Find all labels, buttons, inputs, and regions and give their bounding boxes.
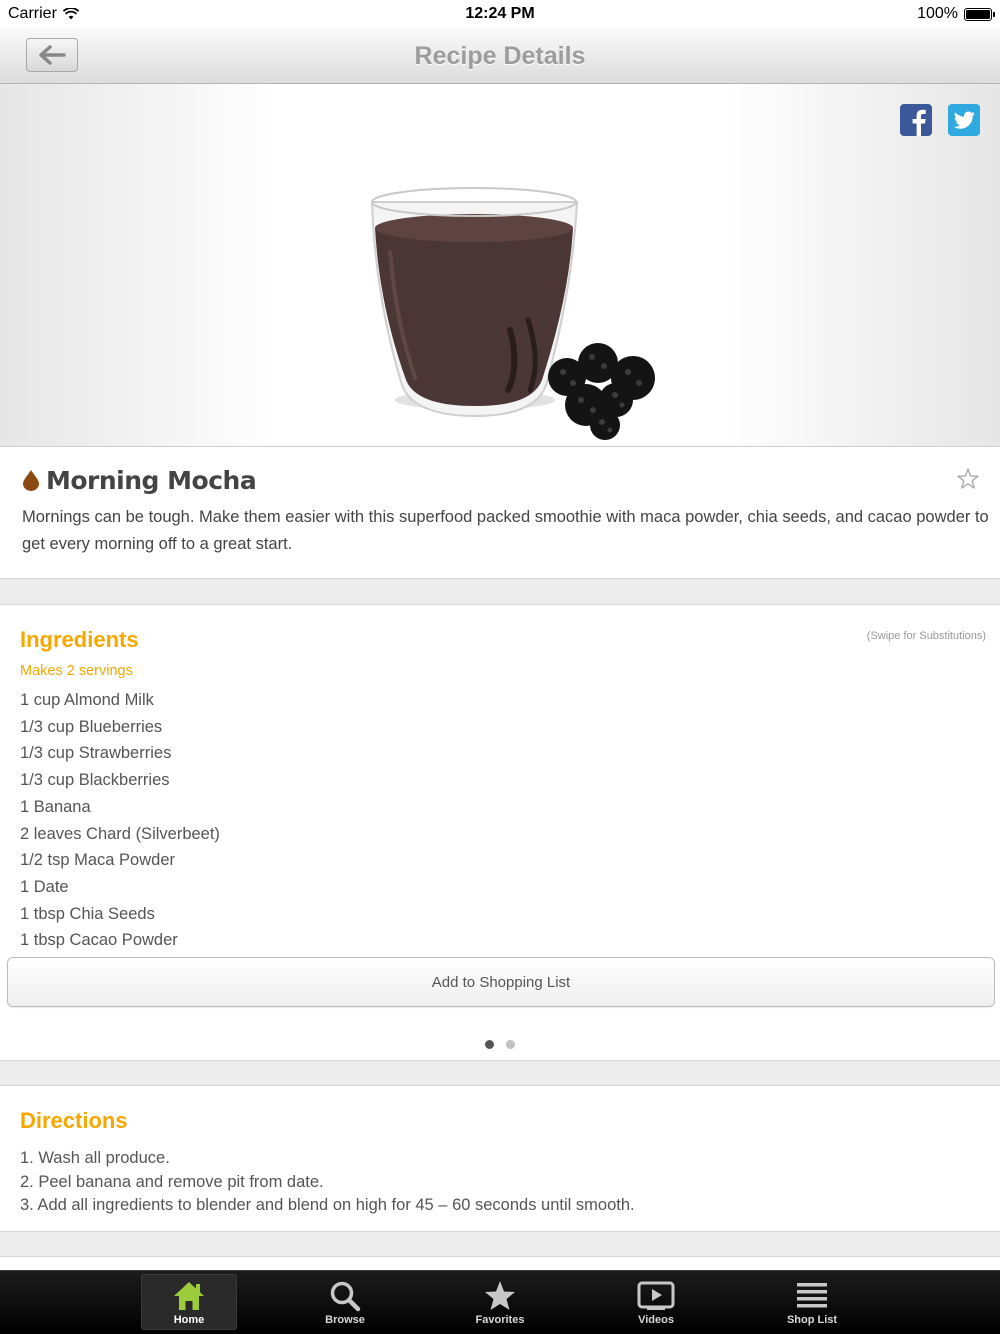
swipe-hint: (Swipe for Substitutions) xyxy=(866,630,986,642)
directions-heading: Directions xyxy=(20,1108,128,1133)
page-title: Recipe Details xyxy=(414,42,586,70)
carrier-label: Carrier xyxy=(8,5,57,22)
tab-shop-list[interactable] xyxy=(764,1274,860,1330)
ingredient-item: 1 tbsp Cacao Powder xyxy=(20,931,178,950)
ingredient-item: 1/3 cup Blueberries xyxy=(20,717,163,736)
direction-list xyxy=(20,1147,635,1218)
ingredient-item: 1 Date xyxy=(20,877,69,896)
battery-indicator xyxy=(917,5,992,23)
tab-home-label: Home xyxy=(173,1314,205,1326)
battery-percent: 100% xyxy=(917,5,958,22)
recipe-description: Mornings can be tough. Make them easier with this superfood packed smoothie with maca powder, chia seeds, and cacao powder to get every morning off to a great start. xyxy=(22,508,989,553)
tab-shop-list-label: Shop List xyxy=(786,1314,838,1326)
tab-bar xyxy=(0,1270,1000,1334)
direction-step: 3. Add all ingredients to blender and blend on high for 45 – 60 seconds until smooth. xyxy=(20,1196,635,1214)
page-indicator[interactable] xyxy=(0,1040,1000,1049)
tab-videos[interactable] xyxy=(608,1274,704,1330)
facebook-icon xyxy=(900,104,932,136)
page-dot-active[interactable] xyxy=(485,1040,494,1049)
recipe-summary xyxy=(0,447,1000,579)
recipe-title: Morning Mocha xyxy=(46,466,257,495)
twitter-share-button[interactable] xyxy=(948,104,980,136)
ingredient-item: 1/3 cup Strawberries xyxy=(20,744,172,763)
star-outline-icon[interactable] xyxy=(956,467,980,491)
direction-step: 1. Wash all produce. xyxy=(20,1149,170,1167)
facebook-share-button[interactable] xyxy=(900,104,932,136)
ingredient-list xyxy=(20,687,220,954)
battery-icon xyxy=(964,8,992,21)
tab-home[interactable] xyxy=(141,1274,237,1330)
tab-favorites[interactable] xyxy=(452,1274,548,1330)
ingredient-item: 1 tbsp Chia Seeds xyxy=(20,904,155,923)
tab-videos-label: Videos xyxy=(638,1314,674,1326)
ingredients-heading: Ingredients xyxy=(20,627,139,652)
drop-icon xyxy=(22,469,40,491)
smoothie-photo xyxy=(360,180,660,448)
search-icon xyxy=(329,1280,361,1312)
video-icon xyxy=(637,1281,675,1311)
servings-label: Makes 2 servings xyxy=(20,663,133,679)
twitter-icon xyxy=(948,104,980,136)
home-icon xyxy=(172,1280,206,1312)
add-to-shopping-list-button[interactable]: Add to Shopping List xyxy=(7,957,995,1007)
ingredient-item: 1 Banana xyxy=(20,797,91,816)
star-icon xyxy=(483,1280,517,1312)
page-dot[interactable] xyxy=(506,1040,515,1049)
ingredient-item: 1/3 cup Blackberries xyxy=(20,771,170,790)
tab-browse[interactable] xyxy=(297,1274,393,1330)
navigation-bar xyxy=(0,28,1000,84)
directions-section xyxy=(0,1085,1000,1232)
ingredient-item: 1 cup Almond Milk xyxy=(20,691,154,709)
recipe-hero xyxy=(0,84,1000,447)
list-icon xyxy=(796,1281,828,1311)
status-bar xyxy=(0,0,1000,28)
ingredient-item: 1/2 tsp Maca Powder xyxy=(20,851,175,870)
tab-browse-label: Browse xyxy=(325,1314,365,1326)
tab-favorites-label: Favorites xyxy=(475,1314,525,1326)
direction-step: 2. Peel banana and remove pit from date. xyxy=(20,1172,324,1191)
clock: 12:24 PM xyxy=(465,5,535,22)
ingredients-section[interactable] xyxy=(0,604,1000,1061)
ingredient-item: 2 leaves Chard (Silverbeet) xyxy=(20,824,220,843)
